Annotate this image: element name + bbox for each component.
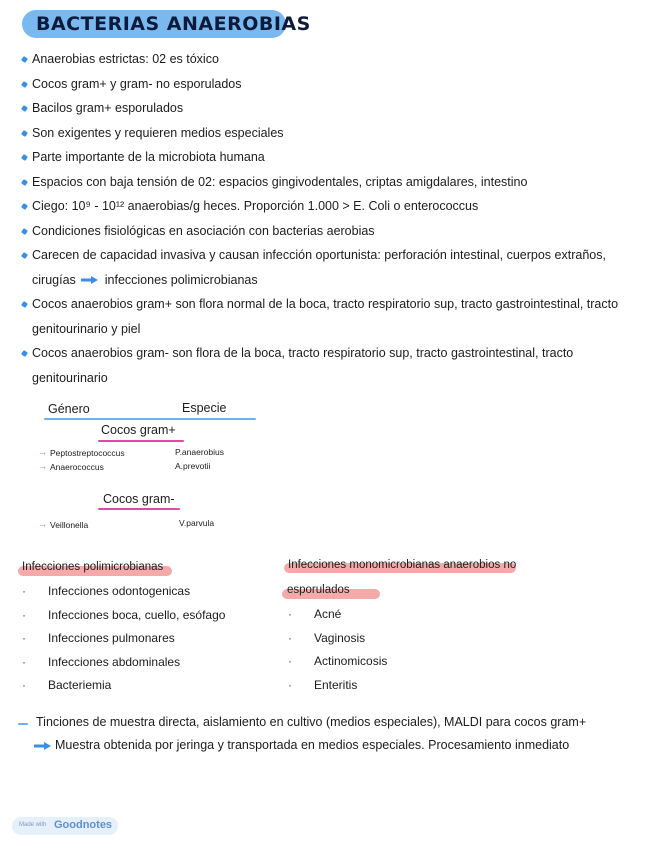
genus-name: Peptostreptococcus bbox=[50, 448, 125, 458]
poly-heading: Infecciones polimicrobianas bbox=[22, 561, 164, 573]
diagnosis-line-1: Tinciones de muestra directa, aislamiento en cultivo (medios especiales), MALDI para cocos gram+ bbox=[36, 715, 587, 729]
list-item: Bacilos gram+ esporulados bbox=[22, 96, 642, 121]
list-item: Anaerobias estrictas: 02 es tóxico bbox=[22, 47, 642, 72]
gram-pos-heading: Cocos gram+ bbox=[101, 423, 176, 437]
species-name: A.prevotii bbox=[175, 461, 211, 471]
list-item-text: infecciones polimicrobianas bbox=[104, 272, 258, 287]
mono-heading bbox=[288, 559, 516, 571]
list-item: · Actinomicosis bbox=[288, 650, 387, 674]
list-item: · Infecciones abdominales bbox=[22, 651, 225, 675]
made-with-label: Made with bbox=[19, 822, 47, 828]
mono-heading-rest: no bbox=[503, 559, 517, 571]
diagnosis-line-2: Muestra obtenida por jeringa y transportada en medios especiales. Procesamiento inmediato bbox=[55, 738, 570, 752]
title-banner bbox=[22, 10, 311, 38]
list-item-text: Carecen de capacidad invasiva y causan infección oportunista: perforación intestinal, cuerpos extraños, cirugías bbox=[32, 248, 606, 287]
gram-neg-underline bbox=[98, 508, 180, 510]
arrow-right-icon bbox=[34, 741, 52, 751]
dash-mark bbox=[18, 723, 28, 725]
arrow-right-icon: → bbox=[38, 447, 47, 457]
list-item: Ciego: 10⁹ - 10¹² anaerobias/g heces. Proporción 1.000 > E. Coli o enterococcus bbox=[22, 194, 642, 219]
list-item bbox=[22, 243, 642, 292]
species-name: P.anaerobius bbox=[175, 447, 224, 457]
gram-neg-heading: Cocos gram- bbox=[103, 492, 175, 506]
list-item: Cocos gram+ y gram- no esporulados bbox=[22, 72, 642, 97]
list-item: Espacios con baja tensión de 02: espacios gingivodentales, criptas amigdalares, intestino bbox=[22, 170, 642, 195]
arrow-right-icon bbox=[81, 275, 99, 285]
list-item: · Enteritis bbox=[288, 674, 387, 698]
goodnotes-badge bbox=[12, 817, 118, 835]
list-item: · Infecciones boca, cuello, esófago bbox=[22, 604, 225, 628]
bullet-list bbox=[22, 47, 642, 390]
gram-pos-underline bbox=[98, 440, 184, 442]
list-item: · Acné bbox=[288, 603, 387, 627]
genus-name: Anaerococcus bbox=[50, 462, 104, 472]
genus-name: Veillonella bbox=[50, 520, 89, 530]
arrow-right-icon: → bbox=[38, 461, 47, 471]
list-item: · Bacteriemia bbox=[22, 674, 225, 698]
list-item: Condiciones fisiológicas en asociación con bacterias aerobias bbox=[22, 219, 642, 244]
list-item: Cocos anaerobios gram- son flora de la boca, tracto respiratorio sup, tracto gastrointestinal, tracto genitourinario bbox=[22, 341, 642, 390]
list-item: Cocos anaerobios gram+ son flora normal de la boca, tracto respiratorio sup, tracto gastrointestinal, tracto genitourinario y piel bbox=[22, 292, 642, 341]
header-underline bbox=[44, 418, 256, 420]
genero-header: Género bbox=[48, 402, 90, 416]
mono-list bbox=[288, 603, 387, 697]
mono-heading-highlight: Infecciones monomicrobianas anaerobios bbox=[288, 559, 501, 571]
page-title: BACTERIAS ANAEROBIAS bbox=[36, 13, 311, 35]
list-item: Parte importante de la microbiota humana bbox=[22, 145, 642, 170]
mono-heading-line2: esporulados bbox=[287, 584, 350, 596]
arrow-right-icon: → bbox=[38, 519, 47, 529]
brand-label: Goodnotes bbox=[54, 819, 113, 831]
list-item: · Vaginosis bbox=[288, 627, 387, 651]
list-item: Son exigentes y requieren medios especiales bbox=[22, 121, 642, 146]
species-name: V.parvula bbox=[179, 518, 215, 528]
list-item: · Infecciones odontogenicas bbox=[22, 580, 225, 604]
list-item: · Infecciones pulmonares bbox=[22, 627, 225, 651]
especie-header: Especie bbox=[182, 401, 227, 415]
poly-list bbox=[22, 580, 225, 698]
